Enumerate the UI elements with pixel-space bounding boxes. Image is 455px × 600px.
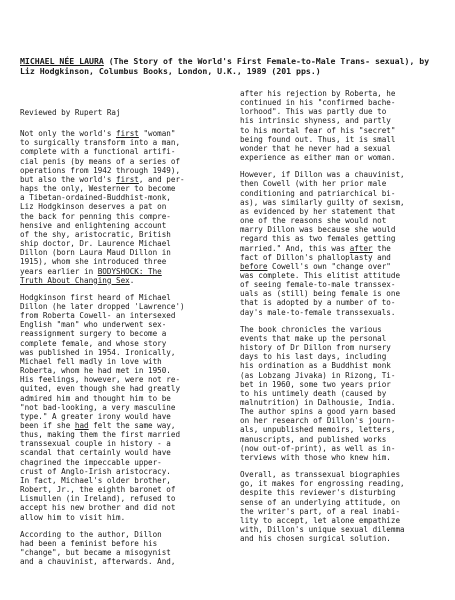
- book-reference: BODYSHOCK: The: [97, 266, 162, 276]
- book-title: MICHAEL NÉE LAURA: [20, 56, 104, 66]
- paragraph-1: Not only the world's first "woman" to surgically transform into a man, complete with a functional artifi- cial penis (by means of a series of operations from 1942 through 1949), but also the world's first, and per- haps the only, Westerner to become a Tibetan-ordained-Buddhist-monk, Liz Hodgkinson deserves a pat on the back for penning this compre- hensive and enlightening account of the shy, aristocratic, British ship doctor, Dr. Laurence Michael Dillon (born Laura Maud Dillon in 1915), whom she introduced three years earlier in BODYSHOCK: The Truth About Changing Sex.: [20, 129, 185, 285]
- paragraph-5: However, if Dillon was a chauvinist, then Cowell (with her prior male conditioning and patriarchical bi- as), was similarly guilty of sexism, as evidenced by her statement that one of the reasons she would not marry Dillon was because she would regard this as two females getting married." And, this was after the fact of Dillon's phalloplasty and before Cowell's own "change over" was complete. This elitist attitude of seeing female-to-male transsex- uals as (still) being female is one that is adopted by a number of to- day's male-to-female transsexuals.: [240, 170, 405, 317]
- paragraph-3: According to the author, Dillon had been a feminist before his "change", but became a misogynist and a chauvinist, afterwards. And,: [20, 529, 176, 567]
- left-column: [20, 108, 232, 574]
- paragraph-7: Overall, as transsexual biographies go, it makes for engrossing reading, despite this reviewer's disturbing sense of an underlying attitude, on the writer's part, of a real inabi- lity to accept, let alone empathize with, Dillon's unique sexual dilemma and his chosen surgical solution.: [240, 470, 405, 544]
- review-header: [20, 56, 440, 76]
- paragraph-4: after his rejection by Roberta, he continued in his "confirmed bache- lorhood". This was partly due to his intrinsic shyness, and partly to his mortal fear of his "secret" being found out. Thus, it is small wonder that he never had a sexual experience as either man or woman.: [240, 89, 396, 163]
- header-line-2: sexual), by Liz Hodgkinson, Columbus Books, London, U.K., 1989 (201 pps.): [20, 56, 430, 77]
- right-column: [240, 89, 450, 551]
- paragraph-6: The book chronicles the various events that make up the personal history of Dr Dillon from nursery days to his last days, including his ordination as a Buddhist monk (as Lobzang Jivaka) in Rizong, Ti- bet in 1960, some two years prior to his untimely death (caused by malnutrition) in Dalhousie, India. The author spins a good yarn based on her research of Dillon's journ- als, unpublished memoirs, letters, manuscripts, and published works (now out-of-print), as well as in- terviews with those who knew him.: [240, 324, 396, 462]
- reviewer-byline: Reviewed by Rupert Raj: [20, 108, 121, 117]
- paragraph-2: Hodgkinson first heard of Michael Dillon (he later dropped 'Lawrence') from Roberta Cowell- an intersexed English "man" who underwent sex- reassignment surgery to become a complete female, and whose story was published in 1954. Ironically, Michael fell madly in love with Roberta, whom he had met in 1950. His feelings, however, were not re- quited, even though she had greatly admired him and thought him to be "not bad-looking, a very masculine type." A greater irony would have been if she had felt the same way, thus, making them the first married transsexual couple in history - a scandal that certainly would have chagrined the impeccable upper- crust of Anglo-Irish aristocracy. In fact, Michael's older brother, Robert, Jr., the eighth baronet of Lismullen (in Ireland), refused to accept his new brother and did not allow him to visit him.: [20, 292, 185, 522]
- header-line-1: MICHAEL NÉE LAURA (The Story of the World's First Female-to-Male Trans-: [20, 56, 370, 66]
